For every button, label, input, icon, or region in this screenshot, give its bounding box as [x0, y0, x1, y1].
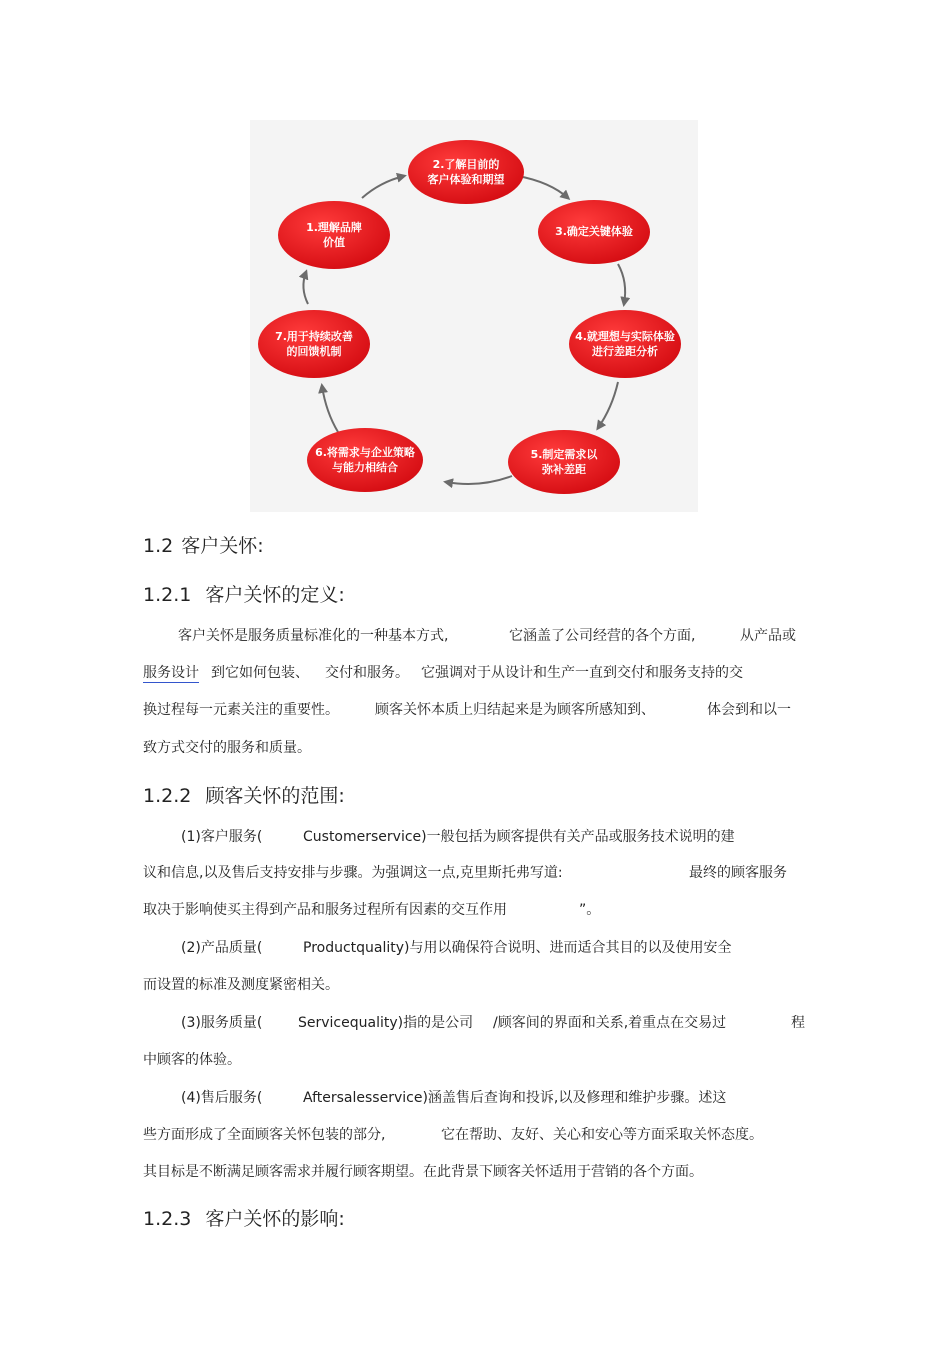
section-heading-1-2	[143, 531, 264, 558]
section-heading-1-2-3	[143, 1204, 345, 1231]
text-segment: Aftersalesservice)涵盖售后查询和投诉,以及修理和维护步骤。述这	[303, 1090, 727, 1106]
section-title: 顾客关怀的范围:	[205, 785, 345, 807]
text-segment: 致方式交付的服务和质量。	[143, 740, 311, 756]
text-line	[143, 737, 813, 757]
node-4-label: 4.就理想与实际体验 进行差距分析	[575, 330, 675, 358]
node-1-label: 1.理解品牌 价值	[306, 221, 362, 249]
text-segment: 程	[791, 1015, 805, 1031]
text-segment: /顾客间的界面和关系,着重点在交易过	[493, 1015, 727, 1031]
text-segment: 它强调对于从设计和生产一直到交付和服务支持的交	[421, 665, 743, 681]
text-segment: 些方面形成了全面顾客关怀包装的部分,	[143, 1127, 386, 1143]
text-segment: (1)客户服务(	[181, 829, 263, 845]
text-segment: 最终的顾客服务	[689, 865, 787, 881]
text-line	[143, 826, 813, 846]
text-segment: 议和信息,以及售后支持安排与步骤。为强调这一点,克里斯托弗写道:	[143, 865, 563, 881]
text-segment: 取决于影响使买主得到产品和服务过程所有因素的交互作用	[143, 902, 507, 918]
text-line	[143, 974, 813, 994]
text-segment: (4)售后服务(	[181, 1090, 263, 1106]
text-line	[143, 862, 813, 882]
text-segment: 而设置的标准及测度紧密相关。	[143, 977, 339, 993]
text-segment: 客户关怀是服务质量标准化的一种基本方式,	[178, 628, 449, 644]
section-number: 1.2.3	[143, 1208, 192, 1230]
text-segment: 中顾客的体验。	[143, 1052, 241, 1068]
text-line	[143, 899, 813, 919]
section-title: 客户关怀:	[181, 535, 264, 557]
node-6-label: 6.将需求与企业策略 与能力相结合	[315, 446, 415, 474]
service-design-link[interactable]: 服务设计	[143, 662, 199, 683]
text-line	[143, 662, 813, 682]
section-title: 客户关怀的定义:	[205, 584, 345, 606]
arrow-6-to-7	[322, 386, 338, 432]
text-line	[143, 1012, 813, 1032]
section-number: 1.2	[143, 535, 174, 557]
section-heading-1-2-2	[143, 781, 345, 808]
arrow-7-to-1	[303, 272, 308, 304]
text-line	[143, 1161, 813, 1181]
arrow-4-to-5	[598, 382, 618, 428]
arrow-3-to-4	[618, 264, 625, 304]
text-segment: Productquality)与用以确保符合说明、进而适合其目的以及使用安全	[303, 940, 732, 956]
arrow-2-to-3	[518, 176, 568, 198]
text-segment: 它在帮助、友好、关心和安心等方面采取关怀态度。	[441, 1127, 763, 1143]
text-segment: ”。	[579, 902, 601, 918]
text-line	[143, 1049, 813, 1069]
section-number: 1.2.2	[143, 785, 192, 807]
text-line	[143, 1124, 813, 1144]
node-5-label: 5.制定需求以 弥补差距	[530, 448, 598, 476]
node-3-label: 3.确定关键体验	[555, 225, 633, 238]
text-segment: Customerservice)一般包括为顾客提供有关产品或服务技术说明的建	[303, 829, 735, 845]
text-line	[143, 937, 813, 957]
text-segment: 交付和服务。	[325, 665, 409, 681]
cycle-diagram	[250, 120, 698, 512]
node-7-label: 7.用于持续改善 的回馈机制	[275, 330, 353, 358]
text-segment: 体会到和以一	[707, 702, 791, 718]
arrow-5-to-6	[446, 476, 512, 484]
text-segment: 顾客关怀本质上归结起来是为顾客所感知到、	[375, 702, 655, 718]
text-segment: 到它如何包装、	[211, 665, 309, 681]
section-number: 1.2.1	[143, 584, 192, 606]
node-2-label: 2.了解目前的 客户体验和期望	[427, 158, 505, 186]
arrow-1-to-2	[362, 176, 404, 198]
text-segment: 其目标是不断满足顾客需求并履行顾客期望。在此背景下顾客关怀适用于营销的各个方面。	[143, 1164, 703, 1180]
text-segment: (3)服务质量(	[181, 1015, 263, 1031]
section-heading-1-2-1	[143, 580, 345, 607]
text-line	[143, 1087, 813, 1107]
section-title: 客户关怀的影响:	[205, 1208, 345, 1230]
text-segment: 它涵盖了公司经营的各个方面,	[509, 628, 696, 644]
text-segment: Servicequality)指的是公司	[298, 1015, 474, 1031]
text-segment: 换过程每一元素关注的重要性。	[143, 702, 339, 718]
text-line	[143, 699, 813, 719]
text-line	[143, 625, 813, 645]
text-segment: (2)产品质量(	[181, 940, 263, 956]
text-segment: 从产品或	[740, 628, 796, 644]
